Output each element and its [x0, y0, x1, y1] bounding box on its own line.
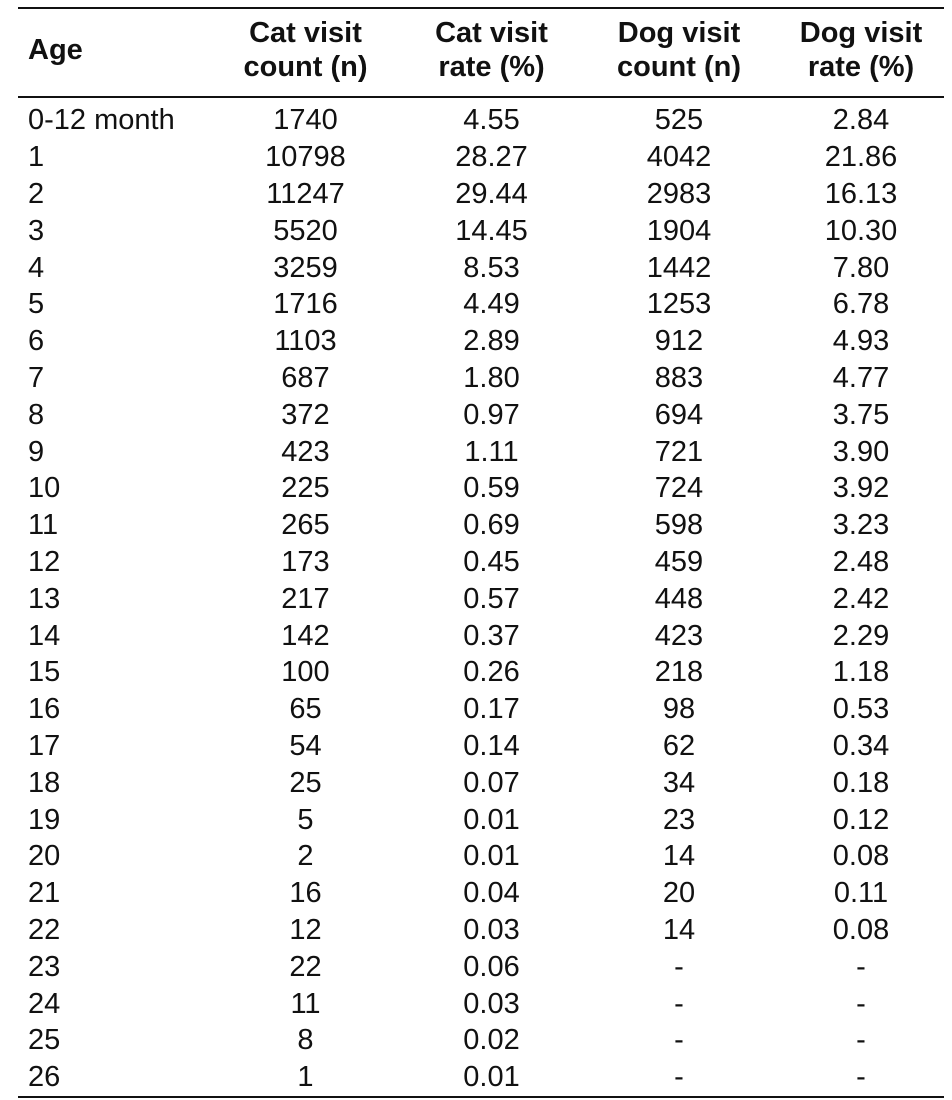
dog-visit-count-cell: 721 [654, 435, 704, 468]
cat-visit-count-cell: 54 [289, 729, 322, 762]
dog-visit-count-cell: 23 [662, 803, 696, 836]
age-cell: 26 [28, 1061, 61, 1094]
dog-visit-count-cell: 912 [654, 325, 704, 358]
cat-visit-rate-cell: 4.49 [463, 288, 520, 321]
header-age [18, 8, 208, 97]
dog-visit-rate-cell: - [856, 950, 866, 983]
table-header [18, 8, 944, 97]
cat-visit-rate-cell: 0.45 [463, 545, 520, 578]
age-cell: 14 [28, 619, 61, 652]
table-row [18, 323, 944, 360]
cat-visit-count-cell: 10798 [265, 141, 346, 174]
dog-visit-rate-cell: 0.53 [832, 693, 890, 726]
header-line: rate (%) [438, 51, 545, 83]
cat-visit-count-cell: 423 [281, 435, 330, 468]
dog-visit-count-cell: - [674, 1061, 684, 1094]
table-row [18, 691, 944, 728]
dog-visit-count-cell: 14 [662, 913, 696, 946]
age-cell: 13 [28, 582, 61, 615]
age-cell: 19 [28, 803, 61, 836]
table-row [18, 470, 944, 507]
cat-visit-rate-cell: 0.01 [463, 803, 520, 836]
cat-visit-rate-cell: 1.11 [464, 435, 519, 468]
dog-visit-rate-cell: 2.42 [832, 582, 890, 615]
cat-visit-rate-cell: 0.01 [463, 1061, 520, 1094]
age-cell: 5 [28, 288, 45, 321]
cat-visit-rate-cell: 1.80 [463, 361, 520, 394]
age-cell: 10 [28, 472, 61, 505]
dog-visit-count-cell: 20 [662, 877, 696, 910]
cat-visit-rate-cell: 29.44 [455, 177, 528, 210]
age-cell: 23 [28, 950, 61, 983]
age-cell: 24 [28, 987, 61, 1020]
table-row [18, 654, 944, 691]
dog-visit-rate-cell: 16.13 [824, 177, 898, 210]
cat-visit-count-cell: 16 [289, 877, 322, 910]
cat-visit-count-cell: 2 [297, 840, 314, 873]
table-row [18, 249, 944, 286]
age-cell: 25 [28, 1024, 61, 1057]
dog-visit-count-cell: 423 [654, 619, 704, 652]
dog-visit-rate-cell: 10.30 [824, 214, 898, 247]
table-row [18, 1022, 944, 1059]
table-row [18, 544, 944, 581]
age-cell: 11 [28, 509, 59, 542]
age-visit-table-container [18, 7, 944, 1098]
table-row [18, 176, 944, 213]
dog-visit-rate-cell: 0.18 [832, 766, 890, 799]
cat-visit-count-cell: 265 [281, 509, 330, 542]
table-row [18, 764, 944, 801]
age-cell: 6 [28, 325, 45, 358]
cat-visit-rate-cell: 0.02 [463, 1024, 520, 1057]
cat-visit-count-cell: 8 [297, 1024, 314, 1057]
cat-visit-count-cell: 1716 [273, 288, 338, 321]
cat-visit-rate-cell: 8.53 [463, 251, 520, 284]
table-row [18, 801, 944, 838]
cat-visit-rate-cell: 0.59 [463, 472, 520, 505]
dog-visit-rate-cell: 3.92 [832, 472, 890, 505]
dog-visit-count-cell: 448 [654, 582, 704, 615]
dog-visit-count-cell: 98 [662, 693, 696, 726]
cat-visit-rate-cell: 0.26 [463, 656, 520, 689]
cat-visit-count-cell: 1103 [274, 325, 337, 358]
dog-visit-count-cell: 34 [662, 766, 696, 799]
cat-visit-count-cell: 1740 [273, 104, 338, 137]
dog-visit-rate-cell: 2.84 [832, 104, 890, 137]
cat-visit-rate-cell: 0.97 [463, 398, 520, 431]
age-visit-table [18, 7, 944, 1098]
dog-visit-rate-cell: 2.29 [832, 619, 890, 652]
table-row [18, 948, 944, 985]
cat-visit-count-cell: 3259 [273, 251, 338, 284]
age-cell: 8 [28, 398, 45, 431]
cat-visit-rate-cell: 0.37 [463, 619, 520, 652]
dog-visit-count-cell: 598 [654, 509, 704, 542]
table-row [18, 212, 944, 249]
dog-visit-rate-cell: 0.08 [832, 840, 890, 873]
header-line: rate (%) [807, 51, 915, 83]
dog-visit-rate-cell: - [856, 987, 866, 1020]
cat-visit-rate-cell: 0.69 [463, 509, 520, 542]
cat-visit-count-cell: 372 [281, 398, 330, 431]
age-cell: 15 [28, 656, 61, 689]
cat-visit-count-cell: 217 [281, 582, 330, 615]
dog-visit-count-cell: 694 [654, 398, 704, 431]
table-row [18, 97, 944, 139]
age-cell: 12 [28, 545, 61, 578]
header-line: count (n) [243, 51, 368, 83]
age-cell: 4 [28, 251, 45, 284]
dog-visit-rate-cell: 0.12 [832, 803, 890, 836]
dog-visit-rate-cell: 1.18 [832, 656, 890, 689]
header-line: Dog visit [799, 17, 923, 49]
age-cell: 20 [28, 840, 61, 873]
header-row [18, 8, 944, 97]
cat-visit-count-cell: 173 [281, 545, 330, 578]
table-row [18, 875, 944, 912]
cat-visit-count-cell: 22 [289, 950, 322, 983]
dog-visit-count-cell: 883 [654, 361, 704, 394]
dog-visit-rate-cell: 0.08 [832, 913, 890, 946]
dog-visit-rate-cell: 2.48 [832, 545, 890, 578]
cat-visit-count-cell: 11247 [266, 177, 345, 210]
table-row [18, 617, 944, 654]
dog-visit-count-cell: 724 [654, 472, 704, 505]
header-line: Cat visit [435, 17, 548, 49]
dog-visit-rate-cell: - [856, 1024, 866, 1057]
dog-visit-rate-cell: 3.23 [832, 509, 890, 542]
dog-visit-rate-cell: 6.78 [832, 288, 890, 321]
header-line: count (n) [616, 51, 741, 83]
cat-visit-rate-cell: 0.03 [463, 987, 520, 1020]
dog-visit-count-cell: 525 [654, 104, 704, 137]
table-body [18, 97, 944, 1097]
cat-visit-count-cell: 687 [281, 361, 330, 394]
age-cell: 2 [28, 177, 45, 210]
table-row [18, 139, 944, 176]
cat-visit-rate-cell: 0.14 [463, 729, 520, 762]
table-row [18, 580, 944, 617]
dog-visit-rate-cell: 0.34 [832, 729, 890, 762]
cat-visit-rate-cell: 14.45 [455, 214, 528, 247]
dog-visit-count-cell: 2983 [646, 177, 712, 210]
header-line: Cat visit [249, 17, 362, 49]
age-cell: 18 [28, 766, 61, 799]
dog-visit-count-cell: 1904 [646, 214, 712, 247]
table-row [18, 1059, 944, 1097]
dog-visit-count-cell: - [674, 1024, 684, 1057]
dog-visit-count-cell: 1442 [646, 251, 712, 284]
cat-visit-rate-cell: 2.89 [463, 325, 520, 358]
cat-visit-count-cell: 5 [297, 803, 314, 836]
age-cell: 3 [28, 214, 45, 247]
dog-visit-count-cell: - [674, 950, 684, 983]
header-cat-visit-rate [403, 8, 580, 97]
cat-visit-count-cell: 100 [281, 656, 330, 689]
dog-visit-count-cell: 218 [654, 656, 704, 689]
cat-visit-count-cell: 11 [290, 987, 321, 1020]
dog-visit-rate-cell: 7.80 [832, 251, 890, 284]
cat-visit-rate-cell: 0.07 [463, 766, 520, 799]
dog-visit-count-cell: 4042 [646, 141, 712, 174]
dog-visit-rate-cell: 3.90 [832, 435, 890, 468]
dog-visit-rate-cell: 4.93 [832, 325, 890, 358]
dog-visit-count-cell: - [674, 987, 684, 1020]
cat-visit-rate-cell: 0.03 [463, 913, 520, 946]
cat-visit-rate-cell: 0.04 [463, 877, 520, 910]
age-cell: 0-12 month [28, 104, 175, 137]
table-row [18, 360, 944, 397]
cat-visit-rate-cell: 0.57 [463, 582, 520, 615]
cat-visit-count-cell: 5520 [273, 214, 338, 247]
table-row [18, 396, 944, 433]
cat-visit-count-cell: 225 [281, 472, 330, 505]
table-row [18, 728, 944, 765]
header-age-label: Age [28, 34, 83, 66]
dog-visit-rate-cell: 4.77 [832, 361, 890, 394]
cat-visit-rate-cell: 0.01 [463, 840, 520, 873]
dog-visit-count-cell: 62 [662, 729, 696, 762]
age-cell: 16 [28, 693, 61, 726]
header-cat-visit-count [208, 8, 403, 97]
dog-visit-rate-cell: - [856, 1061, 866, 1094]
header-line: Dog visit [617, 17, 741, 49]
age-cell: 22 [28, 913, 61, 946]
cat-visit-count-cell: 1 [297, 1061, 314, 1094]
dog-visit-count-cell: 459 [654, 545, 704, 578]
table-row [18, 433, 944, 470]
dog-visit-rate-cell: 0.11 [833, 877, 889, 910]
cat-visit-rate-cell: 4.55 [463, 104, 520, 137]
age-cell: 1 [28, 141, 45, 174]
table-row [18, 286, 944, 323]
age-cell: 9 [28, 435, 45, 468]
cat-visit-rate-cell: 0.17 [463, 693, 520, 726]
table-row [18, 985, 944, 1022]
header-dog-visit-rate [778, 8, 944, 97]
header-dog-visit-count [580, 8, 778, 97]
dog-visit-rate-cell: 3.75 [832, 398, 890, 431]
cat-visit-rate-cell: 0.06 [463, 950, 520, 983]
dog-visit-rate-cell: 21.86 [824, 141, 898, 174]
age-cell: 17 [28, 729, 61, 762]
cat-visit-count-cell: 25 [289, 766, 322, 799]
table-row [18, 838, 944, 875]
cat-visit-count-cell: 142 [281, 619, 330, 652]
cat-visit-count-cell: 65 [289, 693, 322, 726]
age-cell: 7 [28, 361, 45, 394]
age-cell: 21 [28, 877, 61, 910]
cat-visit-count-cell: 12 [289, 913, 322, 946]
dog-visit-count-cell: 1253 [646, 288, 712, 321]
cat-visit-rate-cell: 28.27 [455, 141, 528, 174]
table-row [18, 507, 944, 544]
table-row [18, 912, 944, 949]
dog-visit-count-cell: 14 [662, 840, 696, 873]
